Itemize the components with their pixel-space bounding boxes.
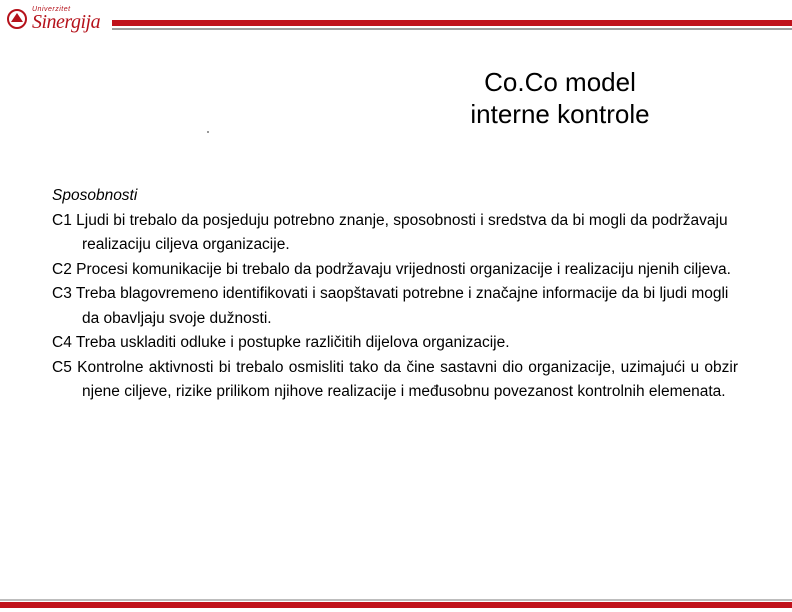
section-heading: Sposobnosti [52,187,138,204]
list-item-c5 [52,356,738,405]
list-item-c4 [52,331,738,356]
logo-text: Sinergija [32,11,101,33]
item-code: C4 [52,334,72,351]
slide-title [430,66,690,130]
slide-title-line-1: Co.Co model [484,67,636,97]
header-red-rule [112,20,792,26]
logo-small-text: Univerzitet [32,6,71,13]
item-text: Treba blagovremeno identifikovati i saopštavati potrebne i značajne informacije da bi ljudi mogli da obavljaju svoje dužnosti. [75,285,729,327]
footer-red-rule [0,602,792,608]
item-code: C2 [52,260,72,278]
footer-gray-rule [0,599,792,601]
slide-title-line-2: interne kontrole [470,99,650,129]
item-code: C5 [52,358,72,376]
item-code: C3 [52,285,72,302]
item-text: Procesi komunikacije bi trebalo da podržavaju vrijednosti organizacije i realizaciju njenih ciljeva. [76,260,731,278]
logo-emblem-icon [6,8,28,30]
list-item-c1 [52,209,738,258]
item-text: Treba uskladiti odluke i postupke različitih dijelova organizacije. [75,334,510,351]
item-text: Ljudi bi trebalo da posjeduju potrebno znanje, sposobnosti i sredstva da bi mogli da podržavaju realizaciju ciljeva organizacije. [76,211,728,253]
university-logo [6,6,106,36]
stray-dot [207,131,209,133]
header-bar [0,0,792,44]
item-code: C1 [52,211,72,229]
list-item-c2 [52,258,738,283]
slide-content [52,184,738,405]
header-gray-rule [112,28,792,30]
list-item-c3 [52,282,738,331]
item-text: Kontrolne aktivnosti bi trebalo osmisliti tako da čine sastavni dio organizacije, uzimajući u obzir njene ciljeve, rizike prilikom njihove realizacije i međusobnu povezanost kontrolnih elemenata. [77,358,739,400]
